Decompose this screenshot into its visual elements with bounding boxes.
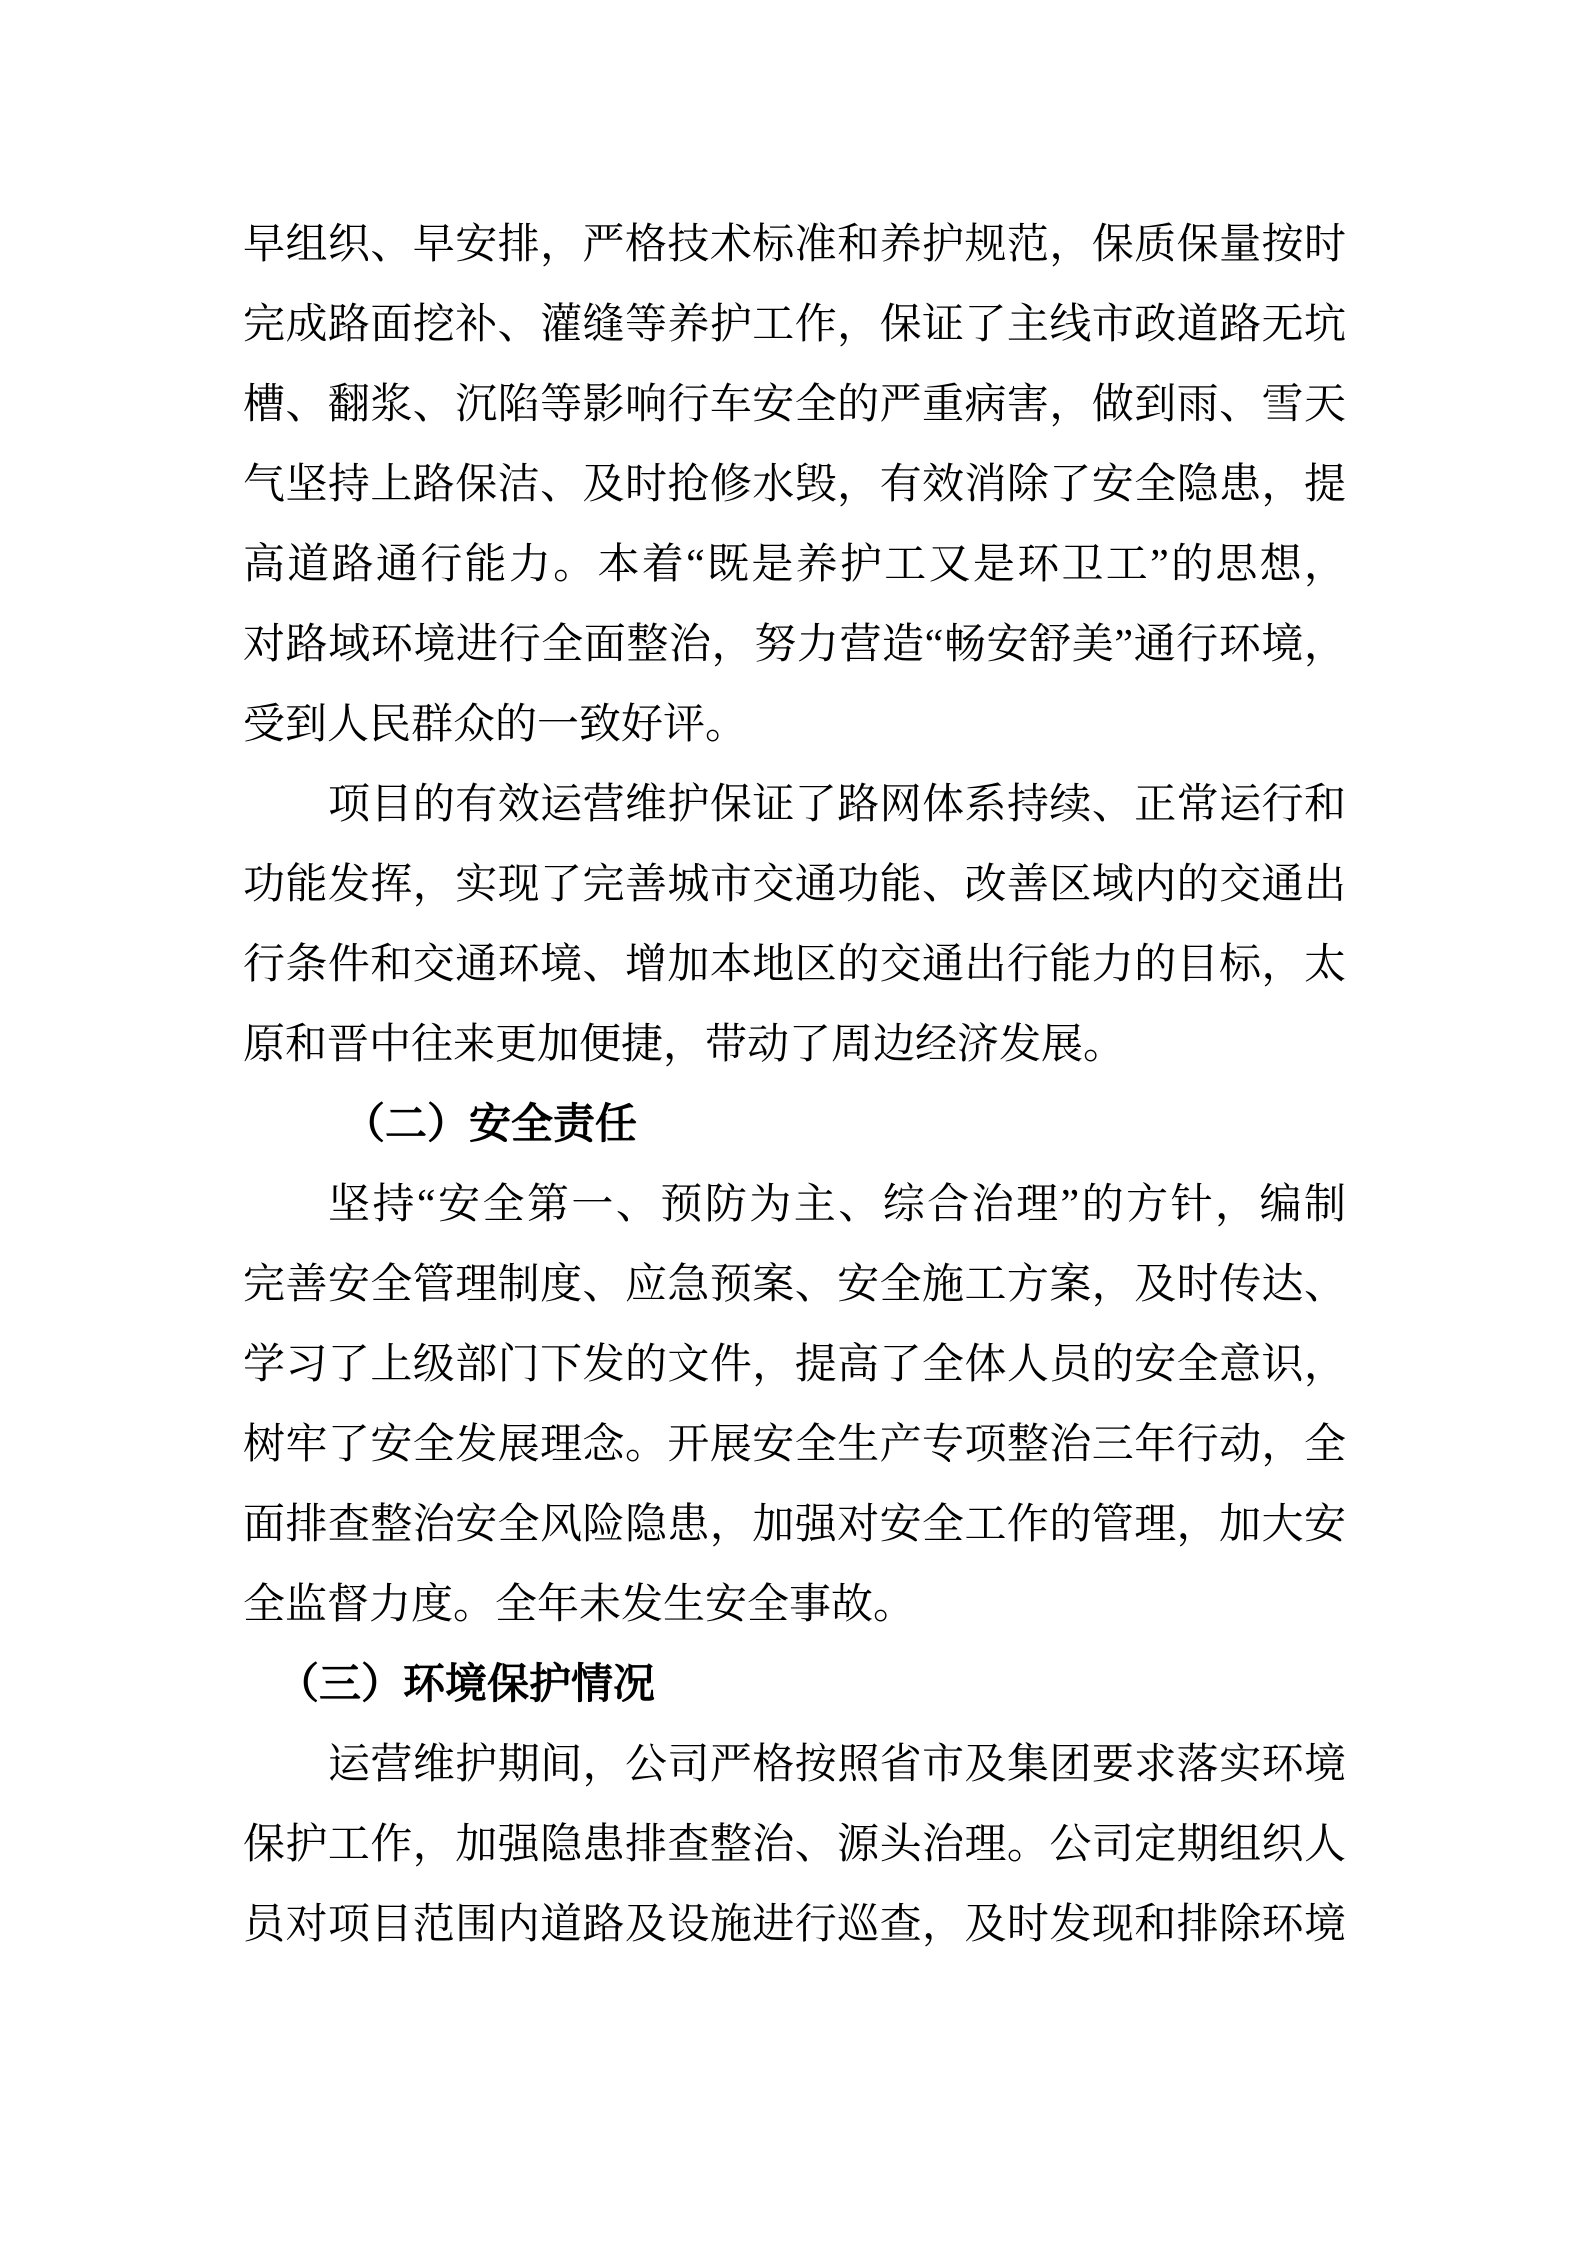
text-line: 完成路面挖补、灌缝等养护工作，保证了主线市政道路无坑 <box>243 302 1346 348</box>
section-heading: （三）环境保护情况 <box>277 1662 656 1708</box>
text-line: 完善安全管理制度、应急预案、安全施工方案，及时传达、 <box>243 1262 1346 1308</box>
text-line: 项目的有效运营维护保证了路网体系持续、正常运行和 <box>328 782 1346 828</box>
text-line: 坚持“安全第一、预防为主、综合治理”的方针，编制 <box>328 1182 1346 1228</box>
text-line: 早组织、早安排，严格技术标准和养护规范，保质保量按时 <box>243 222 1346 268</box>
text-line: 气坚持上路保洁、及时抢修水毁，有效消除了安全隐患，提 <box>243 462 1346 508</box>
text-line: 高道路通行能力。本着“既是养护工又是环卫工”的思想， <box>243 542 1346 588</box>
text-line: 原和晋中往来更加便捷，带动了周边经济发展。 <box>243 1022 1126 1068</box>
text-line: 员对项目范围内道路及设施进行巡查，及时发现和排除环境 <box>243 1902 1346 1948</box>
text-line: 面排查整治安全风险隐患，加强对安全工作的管理，加大安 <box>243 1502 1346 1548</box>
text-line: 受到人民群众的一致好评。 <box>243 702 748 748</box>
text-line: 运营维护期间，公司严格按照省市及集团要求落实环境 <box>328 1742 1346 1788</box>
text-line: 对路域环境进行全面整治，努力营造“畅安舒美”通行环境， <box>243 622 1346 668</box>
text-block <box>243 205 1346 1965</box>
text-line: 保护工作，加强隐患排查整治、源头治理。公司定期组织人 <box>243 1822 1346 1868</box>
text-line: 功能发挥，实现了完善城市交通功能、改善区域内的交通出 <box>243 862 1346 908</box>
text-line: 学习了上级部门下发的文件，提高了全体人员的安全意识， <box>243 1342 1346 1388</box>
section-heading: （二）安全责任 <box>343 1102 638 1148</box>
text-line: 全监督力度。全年未发生安全事故。 <box>243 1582 916 1628</box>
text-line: 槽、翻浆、沉陷等影响行车安全的严重病害，做到雨、雪天 <box>243 382 1346 428</box>
text-line: 行条件和交通环境、增加本地区的交通出行能力的目标，太 <box>243 942 1346 988</box>
text-line: 树牢了安全发展理念。开展安全生产专项整治三年行动，全 <box>243 1422 1346 1468</box>
